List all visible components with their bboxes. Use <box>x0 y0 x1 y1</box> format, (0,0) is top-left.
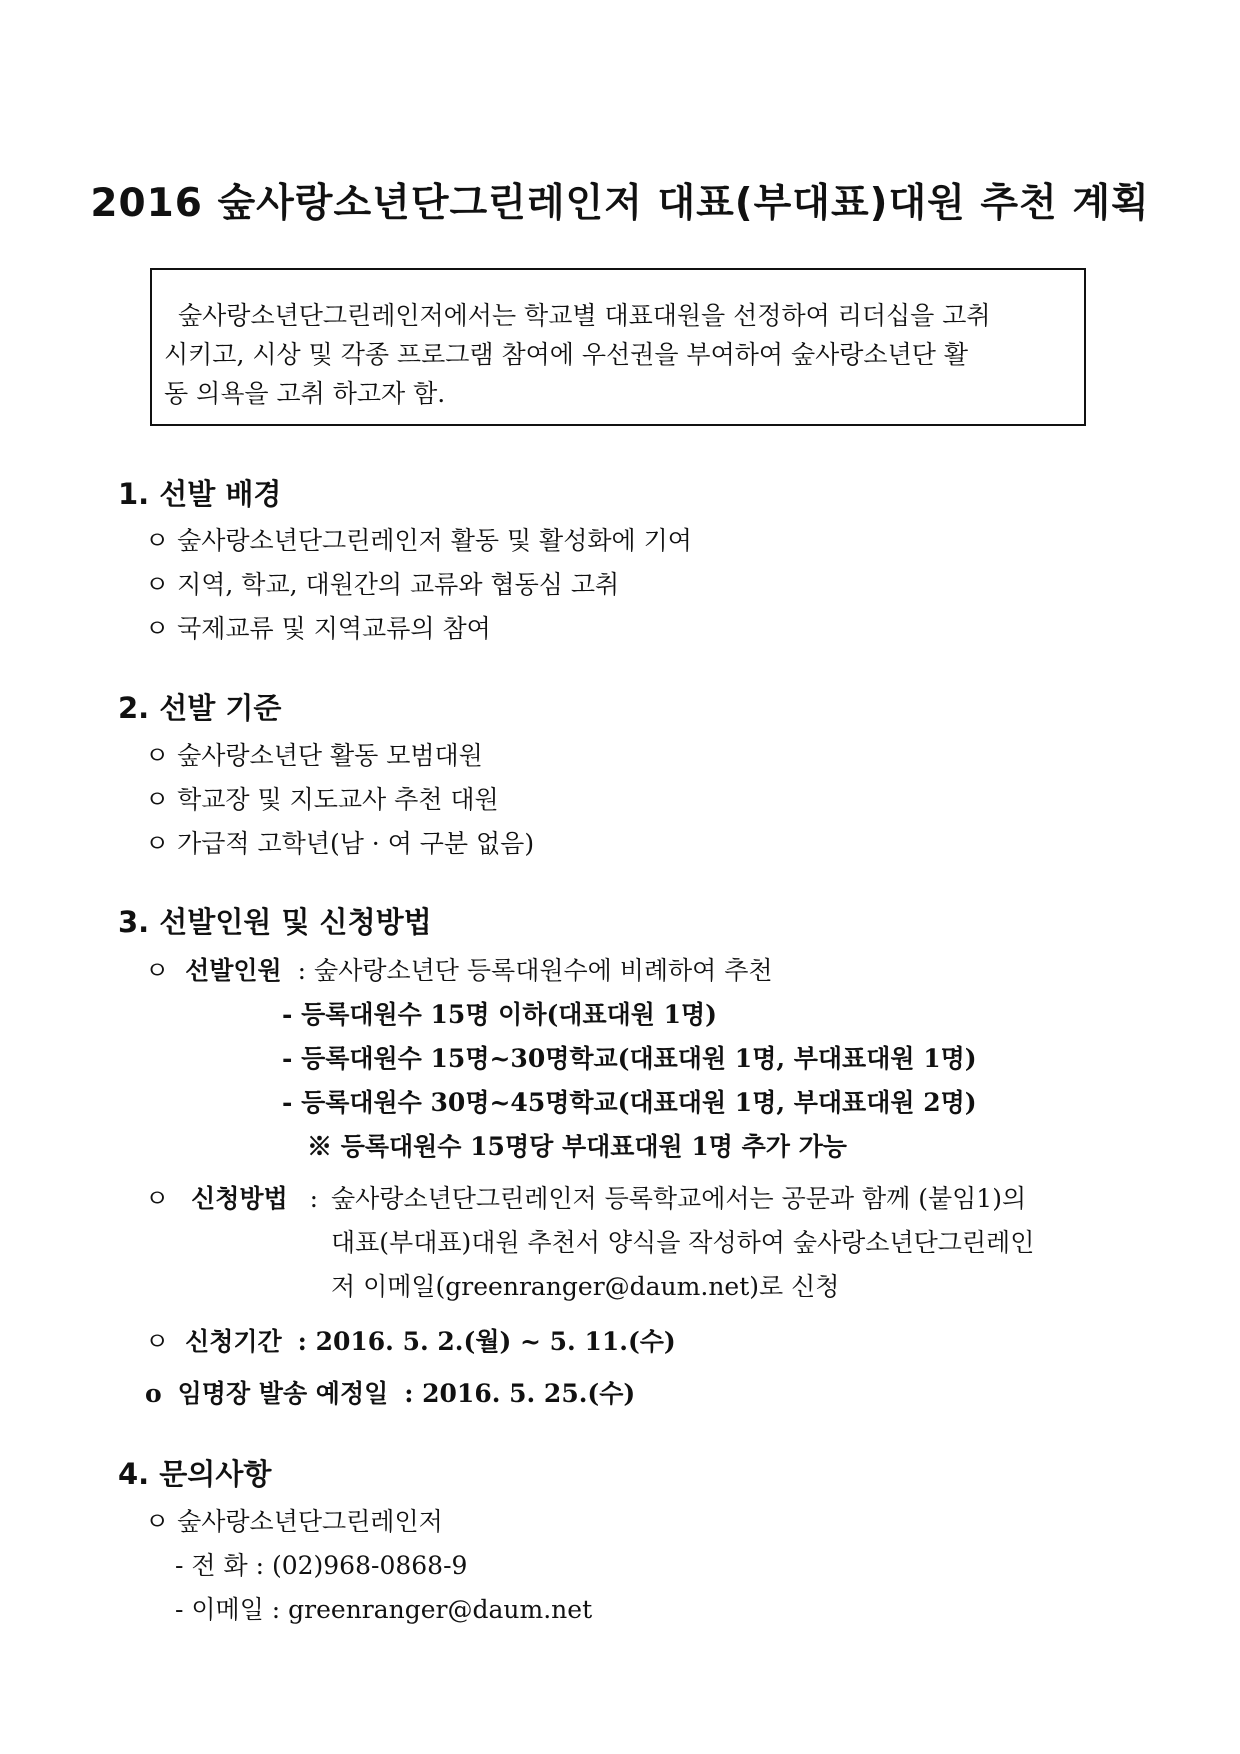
method-line-2: 대표(부대표)대원 추천서 양식을 작성하여 숲사랑소년단그린레인 <box>331 1228 1035 1257</box>
method-colon: : <box>309 1184 319 1213</box>
document-title: 2016 숲사랑소년단그린레인저 대표(부대표)대원 추천 계획 <box>90 181 1150 226</box>
section2-item-2: ㅇ 학교장 및 지도교사 추천 대원 <box>145 785 499 814</box>
period-row <box>145 1322 676 1358</box>
period-text: : 2016. 5. 2.(월) ~ 5. 11.(수) <box>297 1327 676 1356</box>
quota-row <box>145 951 773 987</box>
contact-phone: - 전 화 : (02)968-0868-9 <box>175 1551 468 1580</box>
period-label: 신청기간 <box>185 1327 282 1356</box>
quota-bullet: ㅇ <box>145 956 170 985</box>
quota-note: ※ 등록대원수 15명당 부대표대원 1명 추가 가능 <box>307 1132 847 1161</box>
section4-heading: 4. 문의사항 <box>118 1457 272 1491</box>
method-line-3: 저 이메일(greenranger@daum.net)로 신청 <box>331 1272 840 1301</box>
section1-item-2: ㅇ 지역, 학교, 대원간의 교류와 협동심 고취 <box>145 570 620 599</box>
section2-item-1: ㅇ 숲사랑소년단 활동 모범대원 <box>145 741 483 770</box>
method-label: 신청방법 <box>191 1184 288 1213</box>
section1-heading: 1. 선발 배경 <box>118 477 282 511</box>
section2-heading: 2. 선발 기준 <box>118 691 282 725</box>
period-bullet: ㅇ <box>145 1327 170 1356</box>
quota-sub-3: - 등록대원수 30명~45명학교(대표대원 1명, 부대표대원 2명) <box>282 1088 977 1117</box>
quota-sub-2: - 등록대원수 15명~30명학교(대표대원 1명, 부대표대원 1명) <box>282 1044 977 1073</box>
contact-email: - 이메일 : greenranger@daum.net <box>175 1595 593 1624</box>
intro-line-3: 동 의욕을 고취 하고자 함. <box>164 379 446 408</box>
intro-line-2: 시키고, 시상 및 각종 프로그램 참여에 우선권을 부여하여 숲사랑소년단 활 <box>164 340 968 369</box>
section3-heading: 3. 선발인원 및 신청방법 <box>118 905 432 939</box>
contact-org: ㅇ 숲사랑소년단그린레인저 <box>145 1507 443 1536</box>
quota-label: 선발인원 <box>185 956 282 985</box>
appointment-text: : 2016. 5. 25.(수) <box>404 1379 636 1408</box>
quota-sub-1: - 등록대원수 15명 이하(대표대원 1명) <box>282 1000 717 1029</box>
section1-item-3: ㅇ 국제교류 및 지역교류의 참여 <box>145 614 491 643</box>
method-row <box>145 1179 318 1215</box>
appointment-bullet: o <box>145 1379 162 1408</box>
method-line-1: 숲사랑소년단그린레인저 등록학교에서는 공문과 함께 (붙임1)의 <box>331 1184 1027 1213</box>
method-bullet: ㅇ <box>145 1184 170 1213</box>
appointment-row <box>145 1374 635 1410</box>
quota-text: : 숲사랑소년단 등록대원수에 비례하여 추천 <box>297 956 773 985</box>
section2-item-3: ㅇ 가급적 고학년(남 · 여 구분 없음) <box>145 829 535 858</box>
appointment-label: 임명장 발송 예정일 <box>177 1379 389 1408</box>
section1-item-1: ㅇ 숲사랑소년단그린레인저 활동 및 활성화에 기여 <box>145 526 692 555</box>
intro-line-1: 숲사랑소년단그린레인저에서는 학교별 대표대원을 선정하여 리더십을 고취 <box>178 301 991 330</box>
